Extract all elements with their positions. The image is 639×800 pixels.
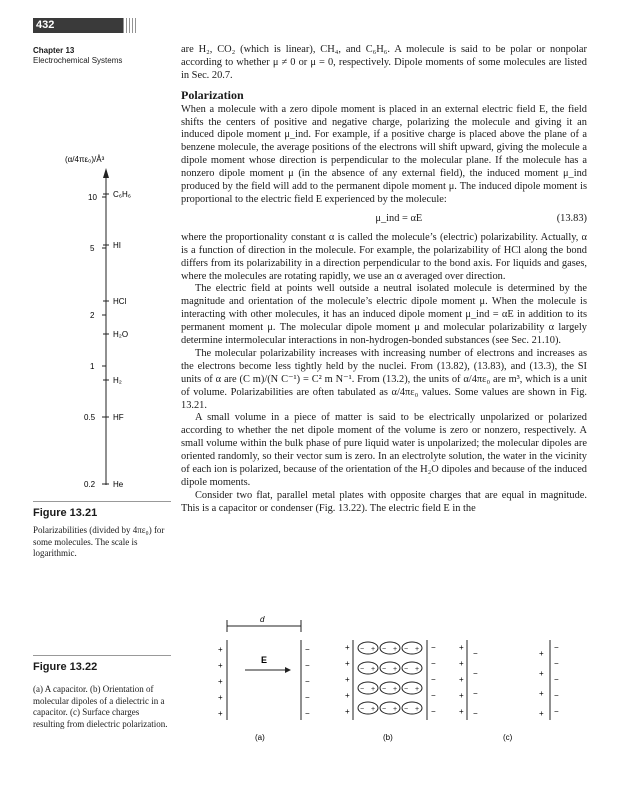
- svg-text:+: +: [539, 689, 544, 698]
- svg-text:+: +: [345, 707, 350, 716]
- svg-text:+: +: [345, 643, 350, 652]
- svg-text:−: −: [404, 686, 409, 693]
- svg-text:−: −: [554, 675, 559, 684]
- paragraph: The electric field at points well outside a neutral isolated molecule is determined by the magnitude and orientation of the molecule’s electric dipole moment μ. When the molecule is interacting with other molecules, it has an induced dipole moment μ_ind = αE in addition to its permanent moment μ. The molecular dipole moment μ and molecular polarizability α largely determine intermolecular interactions in non-hydrogen-bonded substances (see Sec. 21.10).: [181, 283, 587, 347]
- svg-text:−: −: [554, 691, 559, 700]
- svg-text:HCl: HCl: [113, 297, 127, 306]
- section-heading: Polarization: [181, 87, 244, 102]
- panel-a: [218, 615, 310, 742]
- svg-text:−: −: [554, 659, 559, 668]
- equation-number: (13.83): [556, 212, 587, 224]
- figure-13-21-caption: Polarizabilities (divided by 4πε₀) for some molecules. The scale is logarithmic.: [33, 525, 165, 558]
- dipole-row: [358, 642, 422, 714]
- svg-text:−: −: [382, 646, 387, 653]
- svg-text:−: −: [473, 649, 478, 658]
- svg-text:C₆H₆: C₆H₆: [113, 190, 132, 199]
- svg-text:+: +: [459, 643, 464, 652]
- svg-text:−: −: [431, 691, 436, 700]
- svg-text:−: −: [404, 646, 409, 653]
- svg-text:−: −: [360, 706, 365, 713]
- figure-13-22-diagram: [205, 610, 605, 750]
- svg-text:+: +: [371, 666, 376, 673]
- svg-text:−: −: [431, 643, 436, 652]
- svg-text:−: −: [473, 669, 478, 678]
- svg-text:+: +: [345, 659, 350, 668]
- svg-text:+: +: [459, 691, 464, 700]
- figure-13-22-label: Figure 13.22: [33, 661, 98, 673]
- svg-text:0.2: 0.2: [84, 480, 96, 489]
- svg-text:HF: HF: [113, 413, 124, 422]
- panel-b: [345, 640, 436, 742]
- svg-text:+: +: [415, 646, 420, 653]
- chapter-header: [33, 46, 122, 66]
- svg-text:+: +: [218, 645, 223, 654]
- svg-text:−: −: [360, 686, 365, 693]
- svg-text:H₂: H₂: [113, 376, 122, 385]
- paragraph: A small volume in a piece of matter is said to be electrically unpolarized or polarized according to whether the net dipole moment of the volume is zero or nonzero, respectively. A small volume within the bulk phase of pure liquid water is unpolarized; the molecular dipoles are oriented randomly, so their vector sum is zero. In an electrolyte solution, the water in the vicinity of each ion is polarized, because of the orientation of the H₂O dipoles and because of the induced dipole moments.: [181, 412, 587, 488]
- svg-text:1: 1: [90, 362, 95, 371]
- svg-text:H₂O: H₂O: [113, 330, 129, 339]
- panel-b-label: (b): [383, 733, 393, 742]
- svg-text:+: +: [371, 646, 376, 653]
- equation-13-83: [181, 213, 587, 226]
- svg-text:2: 2: [90, 311, 95, 320]
- paragraph: The molecular polarizability increases with increasing number of electrons and increases as the electrons become less tightly held by the nuclei. From (13.82), (13.83), and (13.3), the SI units of α are (C m)/(N C⁻¹) = C² m N⁻¹. From (13.2), the units of α/4πε₀ are m³, which is a unit of volume. Polarizabilities are often tabulated as α/4πε₀ values. Some values are shown in Fig. 13.21.: [181, 347, 587, 411]
- tick-1: [90, 362, 106, 371]
- svg-text:−: −: [305, 645, 310, 654]
- svg-text:HI: HI: [113, 241, 121, 250]
- svg-text:He: He: [113, 480, 124, 489]
- svg-text:+: +: [459, 675, 464, 684]
- svg-text:5: 5: [90, 244, 95, 253]
- molecule-h2o: [103, 330, 128, 339]
- svg-text:+: +: [345, 691, 350, 700]
- figure-13-21-rule: [33, 501, 171, 502]
- svg-text:−: −: [382, 686, 387, 693]
- svg-text:+: +: [415, 686, 420, 693]
- svg-text:+: +: [218, 677, 223, 686]
- svg-text:−: −: [305, 677, 310, 686]
- page-number-fade: [57, 18, 137, 33]
- chapter-title: Electrochemical Systems: [33, 56, 123, 65]
- arrow-head: [103, 168, 109, 178]
- svg-text:+: +: [415, 666, 420, 673]
- svg-text:+: +: [539, 669, 544, 678]
- svg-text:−: −: [382, 666, 387, 673]
- svg-text:+: +: [393, 666, 398, 673]
- svg-text:+: +: [218, 709, 223, 718]
- tick-0-2: [84, 480, 106, 489]
- equation-text: μ_ind = αE: [375, 212, 423, 224]
- svg-text:+: +: [345, 675, 350, 684]
- paragraph: where the proportionality constant α is called the molecule’s (electric) polarizability. Actually, α is a function of direction in the molecule. For example, the polarizability of HCl along the bond differs from its polarizability in a direction perpendicular to the bond axis. For liquids and gases, where the molecules are rotating rapidly, we use an α averaged over direction.: [181, 231, 587, 282]
- chapter-label: Chapter 13: [33, 46, 75, 55]
- field-label: E: [261, 655, 268, 665]
- svg-text:−: −: [431, 659, 436, 668]
- svg-text:−: −: [404, 666, 409, 673]
- svg-text:−: −: [554, 643, 559, 652]
- svg-text:+: +: [539, 649, 544, 658]
- svg-text:+: +: [393, 686, 398, 693]
- svg-text:+: +: [371, 706, 376, 713]
- page-number: 432: [36, 19, 55, 31]
- svg-text:−: −: [360, 666, 365, 673]
- main-text: [181, 44, 587, 516]
- figure-13-22-rule: [33, 655, 171, 656]
- svg-text:−: −: [554, 707, 559, 716]
- svg-text:+: +: [393, 646, 398, 653]
- svg-text:0.5: 0.5: [84, 413, 96, 422]
- svg-text:−: −: [305, 693, 310, 702]
- svg-text:−: −: [473, 689, 478, 698]
- paragraph: Consider two flat, parallel metal plates with opposite charges that are equal in magnitude. This is a capacitor or condenser (Fig. 13.22). The electric field E in the: [181, 489, 587, 514]
- svg-text:−: −: [305, 661, 310, 670]
- panel-c-label: (c): [503, 733, 513, 742]
- svg-text:−: −: [431, 675, 436, 684]
- svg-text:+: +: [218, 693, 223, 702]
- tick-0-5: [84, 413, 106, 422]
- distance-label: d: [260, 615, 265, 624]
- svg-text:−: −: [360, 646, 365, 653]
- svg-text:+: +: [459, 659, 464, 668]
- svg-text:+: +: [218, 661, 223, 670]
- svg-text:+: +: [393, 706, 398, 713]
- svg-text:−: −: [305, 709, 310, 718]
- figure-13-21-scale: [60, 150, 180, 490]
- svg-text:+: +: [415, 706, 420, 713]
- axis-label: (α/4πε₀)/Å³: [65, 155, 105, 164]
- svg-text:10: 10: [88, 193, 97, 202]
- molecule-hcl: [103, 297, 127, 306]
- paragraph: When a molecule with a zero dipole moment is placed in an external electric field E, the field shifts the centers of positive and negative charge, polarizing the molecule and giving it an induced dipole moment μ_ind. For example, if a positive charge is placed above the plane of a benzene molecule, the average positions of the electrons will shift upward, giving the molecule a dipole moment whose direction is perpendicular to the molecular plane. If the molecule has a nonzero dipole moment μ (in the absence of any external field), the induced moment μ_ind produced by the field will add to the permanent dipole moment μ. The induced dipole moment is proportional to the electric field E experienced by the molecule:: [181, 103, 587, 205]
- svg-text:+: +: [539, 709, 544, 718]
- figure-13-22-caption: (a) A capacitor. (b) Orientation of molecular dipoles of a dielectric in a capacitor. (c) Surface charges resulting from dielectric polarization.: [33, 684, 168, 729]
- svg-text:−: −: [404, 706, 409, 713]
- svg-text:−: −: [382, 706, 387, 713]
- molecule-c6h6: [103, 190, 131, 199]
- svg-text:+: +: [371, 686, 376, 693]
- svg-text:−: −: [431, 707, 436, 716]
- figure-13-21-label: Figure 13.21: [33, 507, 98, 519]
- tick-2: [90, 311, 106, 320]
- svg-text:−: −: [473, 709, 478, 718]
- svg-text:+: +: [459, 707, 464, 716]
- intro-paragraph: are H₂, CO₂ (which is linear), CH₄, and C₆H₆. A molecule is said to be polar or nonpolar according to whether μ ≠ 0 or μ = 0, respectively. Dipole moments of some molecules are listed in Sec. 20.7.: [181, 44, 587, 81]
- panel-a-label: (a): [255, 733, 265, 742]
- panel-c: [459, 640, 559, 742]
